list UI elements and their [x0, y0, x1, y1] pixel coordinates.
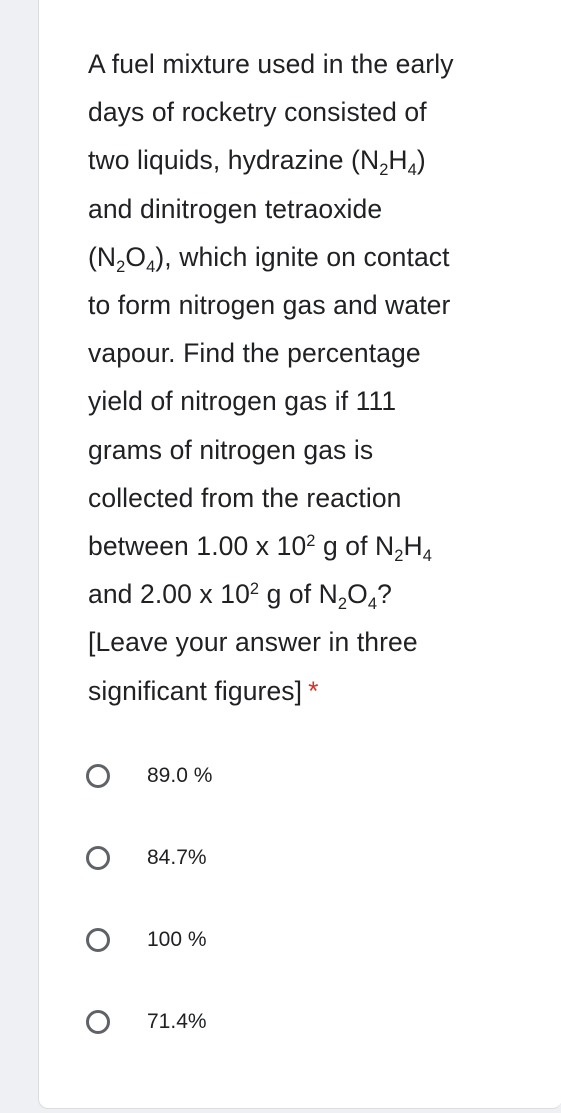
option-label[interactable]: 84.7%: [147, 846, 207, 869]
question-text: [88, 40, 548, 715]
option-row[interactable]: [86, 756, 212, 838]
question-line: and 2.00 x $10^2$ g of $N_2O_4$?: [88, 579, 392, 613]
radio-button[interactable]: [86, 928, 110, 952]
radio-button[interactable]: [86, 1010, 110, 1034]
radio-button[interactable]: [86, 846, 110, 870]
option-row[interactable]: [86, 838, 212, 920]
option-label[interactable]: 89.0 %: [147, 764, 213, 787]
question-line: and dinitrogen tetraoxide: [88, 193, 383, 224]
question-line: A fuel mixture used in the early: [88, 49, 454, 79]
question-line: [Leave your answer in three: [88, 627, 418, 658]
option-label[interactable]: 100 %: [147, 928, 207, 951]
option-label[interactable]: 71.4%: [147, 1010, 207, 1033]
question-line: $(N_2O_4)$, which ignite on contact: [88, 241, 450, 276]
question-line: significant figures] *: [88, 675, 319, 706]
question-line: yield of nitrogen gas if 111: [88, 386, 397, 417]
required-asterisk: *: [308, 675, 319, 706]
question-line: two liquids, hydrazine $(N_2H_4)$: [88, 145, 426, 180]
question-line: collected from the reaction: [88, 482, 402, 513]
question-line: vapour. Find the percentage: [88, 338, 421, 369]
radio-button[interactable]: [86, 764, 110, 788]
question-line: days of rocketry consisted of: [88, 97, 427, 128]
option-row[interactable]: [86, 1002, 212, 1084]
option-row[interactable]: [86, 920, 212, 1002]
answer-options: [86, 756, 212, 1084]
question-line: between 1.00 x $10^2$ g of $N_2H_4$: [88, 531, 432, 565]
question-line: to form nitrogen gas and water: [88, 290, 451, 321]
question-line: grams of nitrogen gas is: [88, 434, 374, 465]
